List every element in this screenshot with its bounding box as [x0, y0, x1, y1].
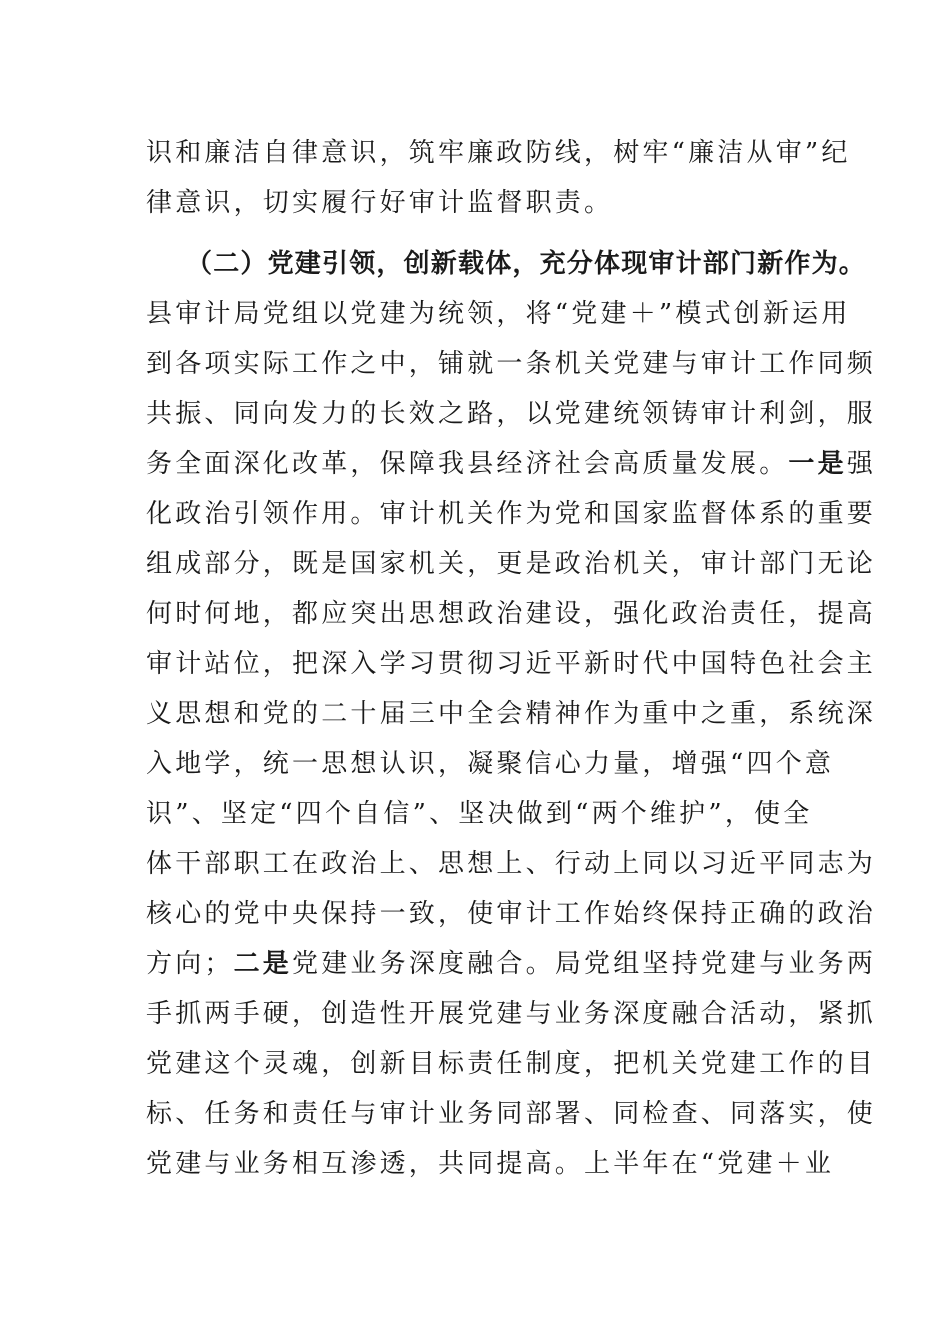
paragraph-line	[146, 944, 877, 984]
paragraph-line: 共振、同向发力的长效之路，以党建统领铸审计利剑，服	[146, 399, 877, 429]
paragraph-line: 律意识，切实履行好审计监督职责。	[146, 188, 614, 218]
emphasis-label: 一是	[788, 449, 847, 479]
emphasis-label: 二是	[233, 949, 293, 979]
paragraph-line: 入地学，统一思想认识，凝聚信心力量，增强“四个意	[146, 749, 835, 779]
line-text: 强	[846, 449, 877, 479]
paragraph-line: 化政治引领作用。审计机关作为党和国家监督体系的重要	[146, 499, 877, 529]
paragraph-line: 党建这个灵魂，创新目标责任制度，把机关党建工作的目	[146, 1049, 877, 1079]
paragraph-line: 组成部分，既是国家机关，更是政治机关，审计部门无论	[146, 549, 877, 579]
paragraph-line	[146, 444, 877, 484]
paragraph-line: 党建与业务相互渗透，共同提高。上半年在“党建＋业	[146, 1149, 835, 1179]
line-text: 方向；	[146, 949, 234, 979]
paragraph-line: 识”、坚定“四个自信”、坚决做到“两个维护”，使全	[146, 799, 813, 829]
paragraph-line: 义思想和党的二十届三中全会精神作为重中之重，系统深	[146, 699, 877, 729]
paragraph-line: 审计站位，把深入学习贯彻习近平新时代中国特色社会主	[146, 649, 877, 679]
paragraph-line: 到各项实际工作之中，铺就一条机关党建与审计工作同频	[146, 349, 877, 379]
paragraph-line: 何时何地，都应突出思想政治建设，强化政治责任，提高	[146, 599, 877, 629]
line-text: 党建业务深度融合。局党组坚持党建与业务两	[292, 949, 877, 979]
paragraph-line: 县审计局党组以党建为统领，将“党建＋”模式创新运用	[146, 299, 851, 329]
section-heading: （二）党建引领，创新载体，充分体现审计部门新作为。	[186, 249, 867, 279]
paragraph-line: 识和廉洁自律意识，筑牢廉政防线，树牢“廉洁从审”纪	[146, 138, 851, 168]
paragraph-line: 标、任务和责任与审计业务同部署、同检查、同落实，使	[146, 1099, 877, 1129]
paragraph-line: 核心的党中央保持一致，使审计工作始终保持正确的政治	[146, 899, 877, 929]
line-text: 务全面深化改革，保障我县经济社会高质量发展。	[146, 449, 789, 479]
paragraph-line: 手抓两手硬，创造性开展党建与业务深度融合活动，紧抓	[146, 999, 877, 1029]
paragraph-line: 体干部职工在政治上、思想上、行动上同以习近平同志为	[146, 849, 877, 879]
